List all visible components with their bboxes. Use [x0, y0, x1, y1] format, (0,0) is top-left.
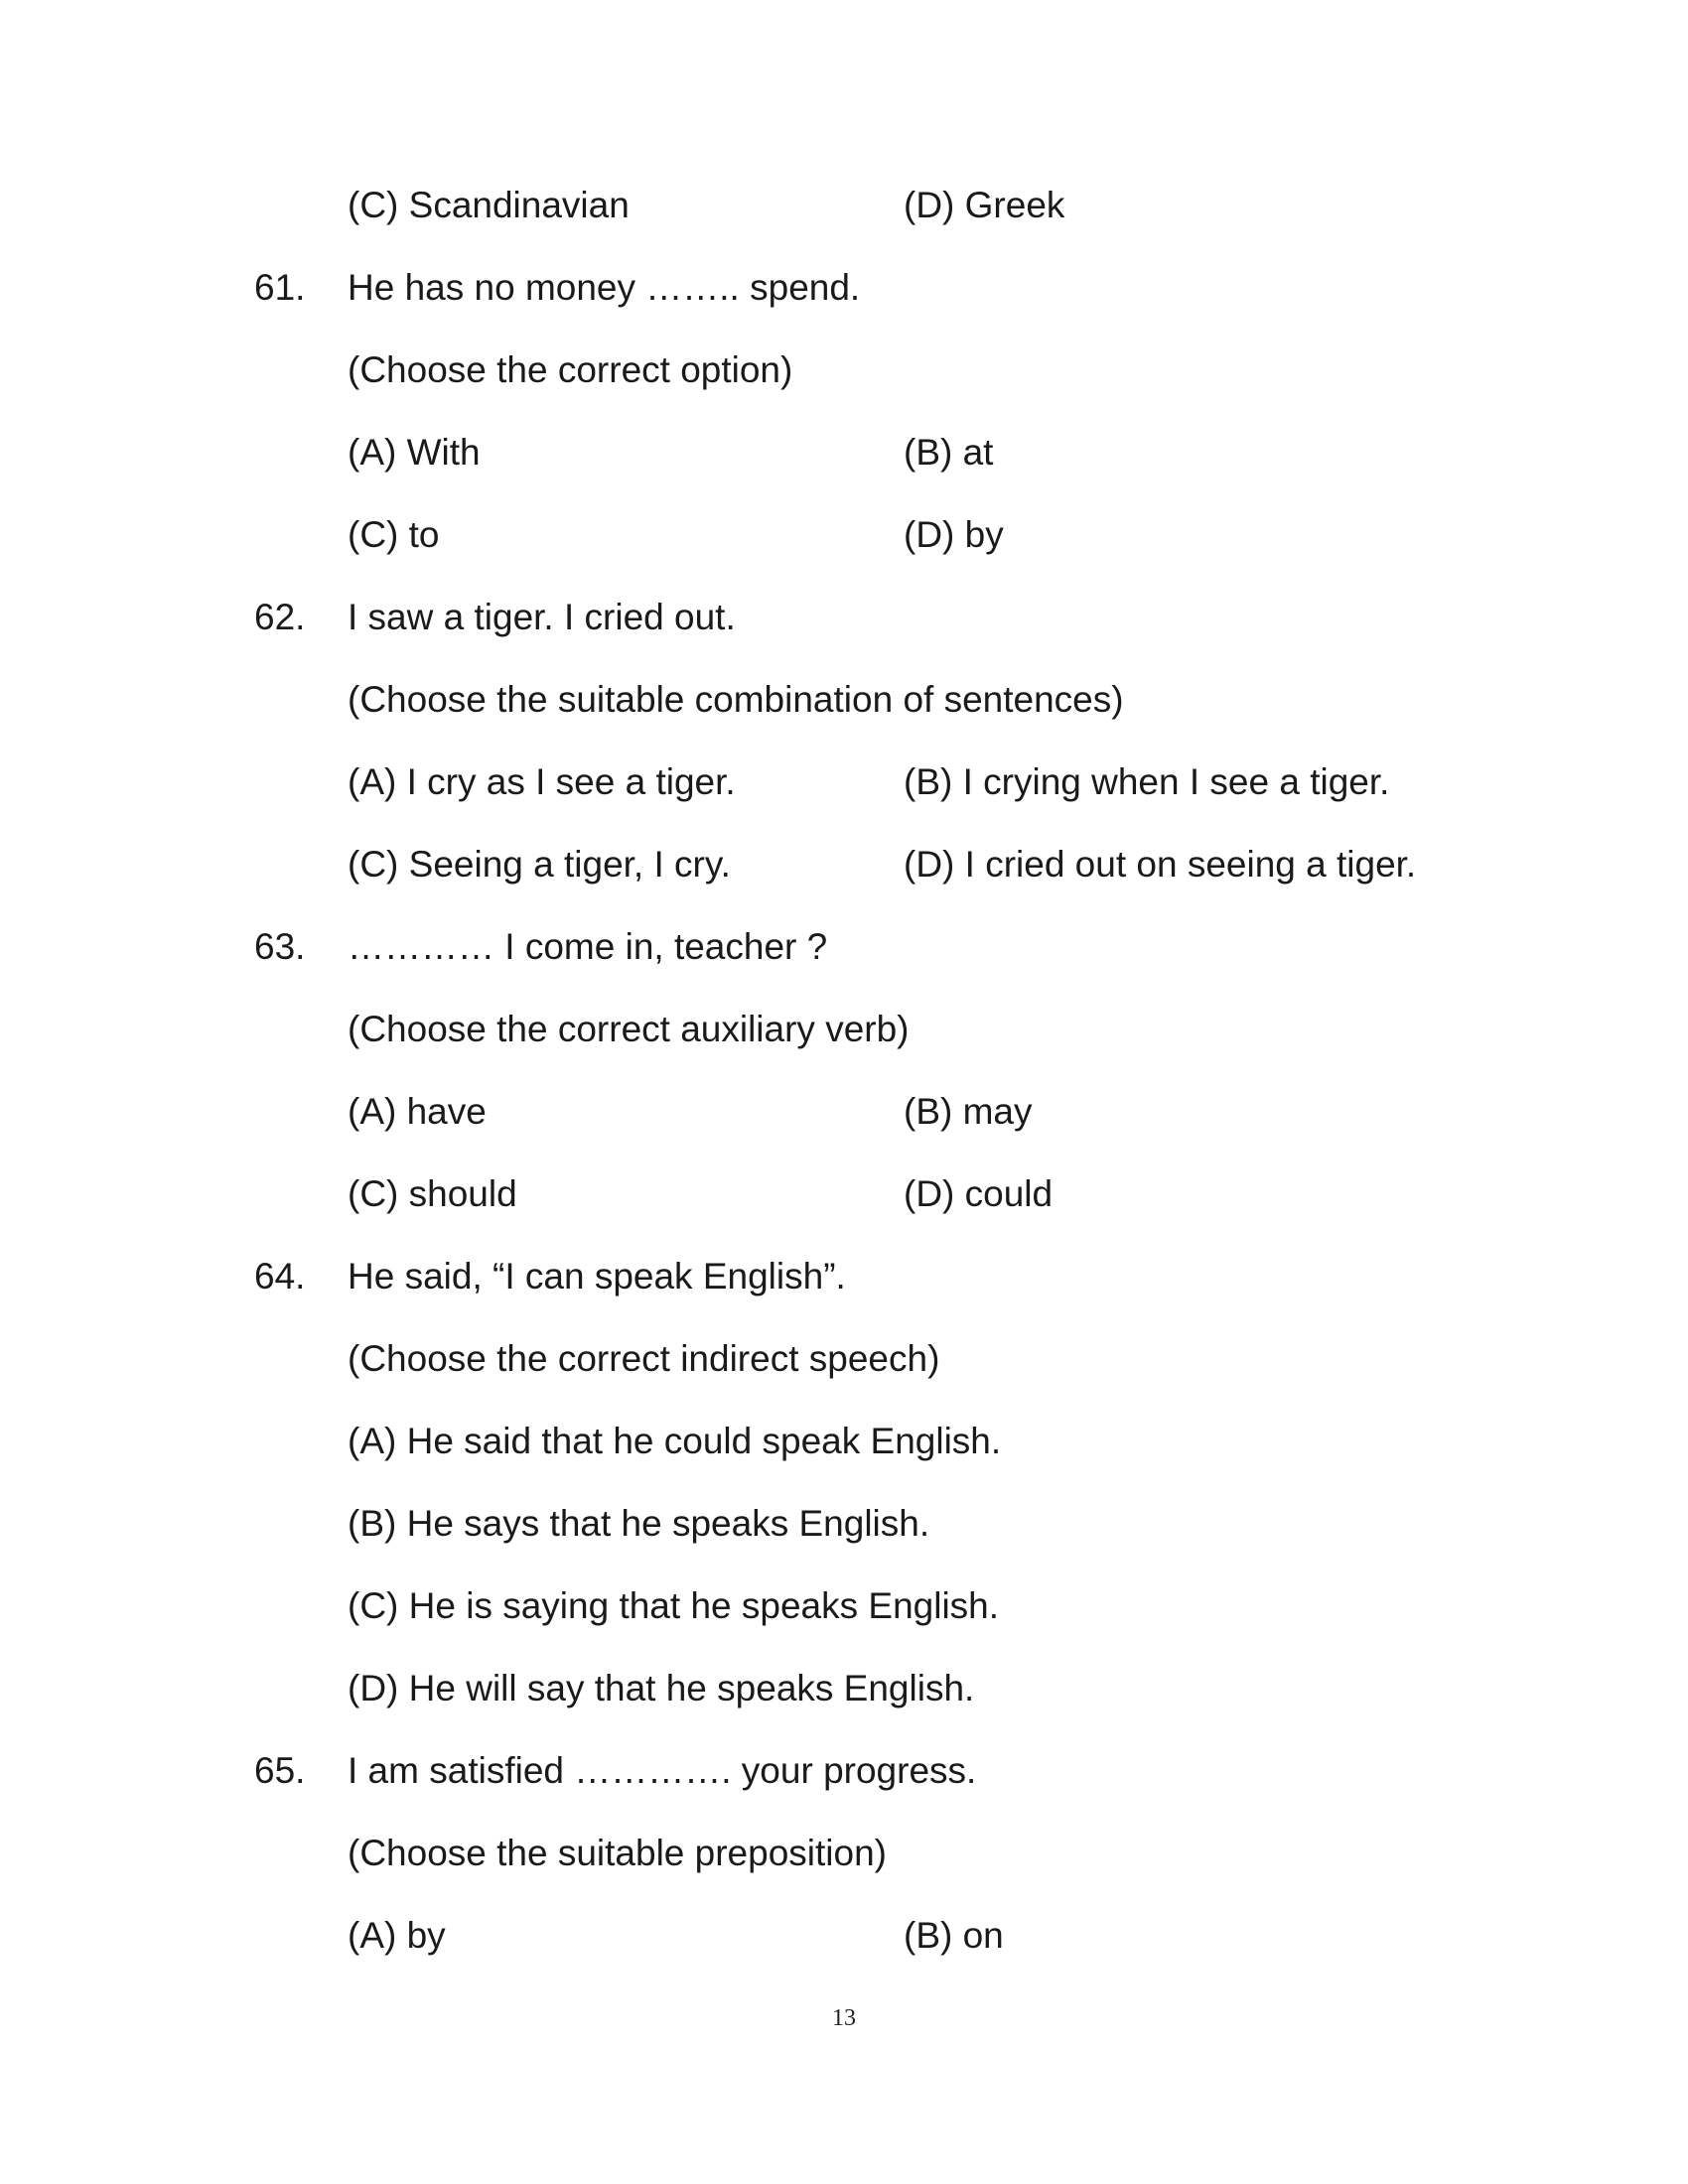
q63-option-c: (C) should [348, 1173, 517, 1214]
q62-option-b: (B) I crying when I see a tiger. [904, 761, 1390, 802]
q61-option-c: (C) to [348, 514, 440, 555]
q61-text: He has no money …….. spend. [348, 267, 861, 308]
q65-instruction: (Choose the suitable preposition) [348, 1833, 887, 1873]
q63-number: 63. [254, 926, 306, 967]
q62-option-d: (D) I cried out on seeing a tiger. [904, 844, 1417, 885]
q63-option-d: (D) could [904, 1173, 1054, 1214]
q61-option-a: (A) With [348, 432, 481, 473]
q64-option-d: (D) He will say that he speaks English. [348, 1668, 975, 1708]
q64-text: He said, “I can speak English”. [348, 1256, 846, 1297]
q64-option-b: (B) He says that he speaks English. [348, 1503, 930, 1544]
q63-text: ………… I come in, teacher ? [348, 926, 828, 967]
q64-option-a: (A) He said that he could speak English. [348, 1421, 1002, 1461]
q62-number: 62. [254, 597, 306, 637]
q62-instruction: (Choose the suitable combination of sentences) [348, 679, 1124, 720]
q63-option-a: (A) have [348, 1091, 487, 1132]
q63-option-b: (B) may [904, 1091, 1033, 1132]
q64-number: 64. [254, 1256, 306, 1297]
q64-option-c: (C) He is saying that he speaks English. [348, 1585, 1000, 1626]
q65-number: 65. [254, 1750, 306, 1791]
q64-instruction: (Choose the correct indirect speech) [348, 1338, 940, 1379]
q60-option-d: (D) Greek [904, 185, 1065, 225]
q62-option-a: (A) I cry as I see a tiger. [348, 761, 736, 802]
q62-option-c: (C) Seeing a tiger, I cry. [348, 844, 731, 885]
q62-text: I saw a tiger. I cried out. [348, 597, 736, 637]
q61-option-d: (D) by [904, 514, 1004, 555]
q65-option-a: (A) by [348, 1915, 446, 1956]
q60-option-c: (C) Scandinavian [348, 185, 630, 225]
q63-instruction: (Choose the correct auxiliary verb) [348, 1009, 910, 1049]
q65-text: I am satisfied …………. your progress. [348, 1750, 977, 1791]
q61-number: 61. [254, 267, 306, 308]
q61-option-b: (B) at [904, 432, 994, 473]
page-number: 13 [832, 2005, 856, 2031]
q61-instruction: (Choose the correct option) [348, 349, 793, 390]
q65-option-b: (B) on [904, 1915, 1004, 1956]
